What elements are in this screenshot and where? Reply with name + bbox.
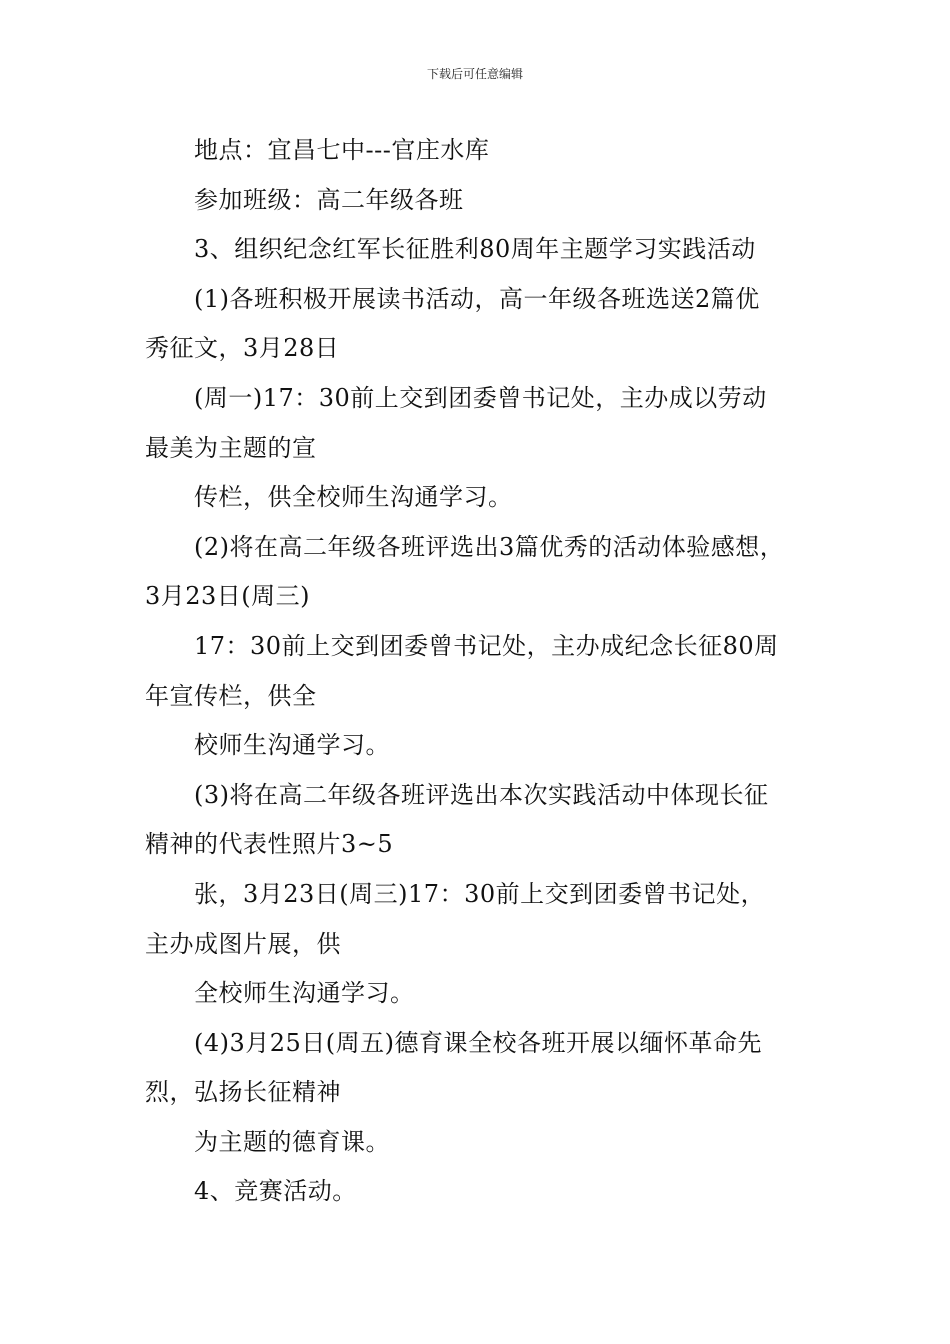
item-1-line-3: (周一)17：30前上交到团委曾书记处，主办成以劳动 [194, 383, 767, 412]
item-3-line-4: 主办成图片展，供 [145, 929, 341, 958]
item-4-line-2: 烈，弘扬长征精神 [145, 1078, 341, 1107]
item-1-line-1: (1)各班积极开展读书活动，高一年级各班选送2篇优 [194, 284, 760, 313]
participants-line: 参加班级：高二年级各班 [194, 185, 464, 214]
item-4-line-1: (4)3月25日(周五)德育课全校各班开展以缅怀革命先 [194, 1028, 763, 1057]
item-3-line-1: (3)将在高二年级各班评选出本次实践活动中体现长征 [194, 780, 769, 809]
document-body [145, 126, 835, 1217]
section-4-heading: 4、竞赛活动。 [194, 1177, 357, 1206]
item-1-line-5: 传栏，供全校师生沟通学习。 [194, 483, 513, 512]
page-header: 下载后可任意编辑 [426, 67, 523, 81]
location-line: 地点：宜昌七中---官庄水库 [194, 136, 490, 164]
section-3-heading: 3、组织纪念红军长征胜利80周年主题学习实践活动 [194, 235, 756, 264]
item-2-line-5: 校师生沟通学习。 [194, 731, 390, 760]
item-4-line-3: 为主题的德育课。 [194, 1127, 390, 1156]
item-1-line-4: 最美为主题的宣 [145, 433, 317, 462]
item-2-line-2: 3月23日(周三) [145, 582, 311, 611]
item-2-line-1: (2)将在高二年级各班评选出3篇优秀的活动体验感想， [194, 532, 785, 561]
item-3-line-3: 张，3月23日(周三)17：30前上交到团委曾书记处， [194, 879, 766, 908]
item-2-line-4: 年宣传栏，供全 [145, 681, 317, 710]
item-2-line-3: 17：30前上交到团委曾书记处，主办成纪念长征80周 [194, 631, 779, 660]
item-3-line-5: 全校师生沟通学习。 [194, 979, 415, 1008]
item-1-line-2: 秀征文，3月28日 [145, 334, 340, 363]
item-3-line-2: 精神的代表性照片3~5 [145, 830, 394, 859]
